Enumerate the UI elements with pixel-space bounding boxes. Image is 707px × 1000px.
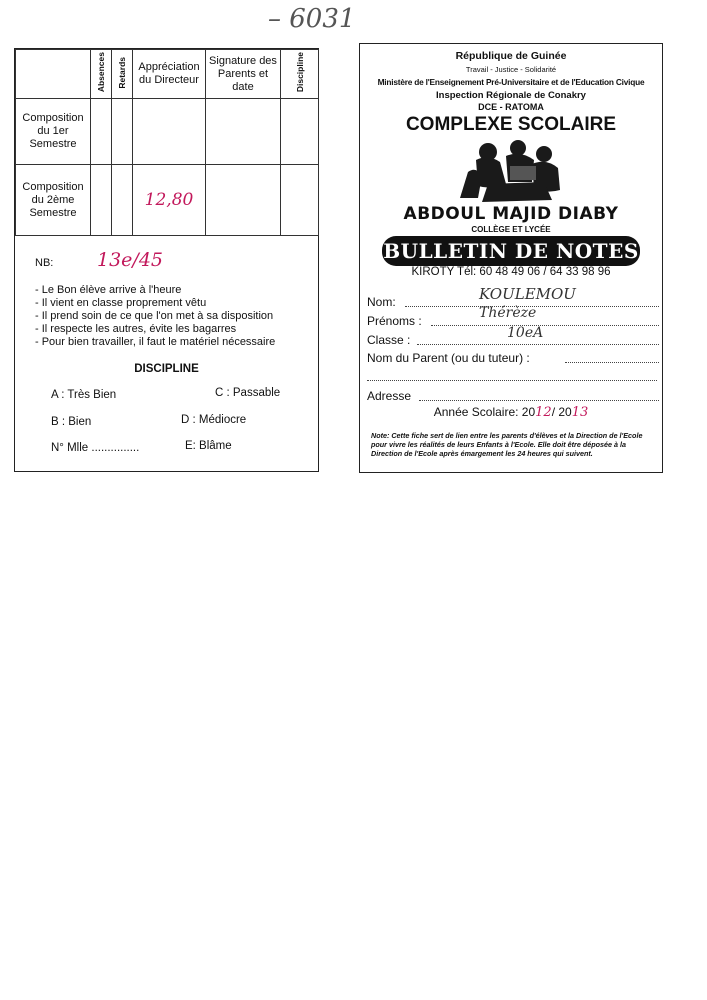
- cell: [91, 165, 112, 236]
- republic-header: République de Guinée: [455, 50, 567, 62]
- rules-list: [35, 284, 275, 349]
- nb-value: 13e/45: [97, 249, 163, 271]
- annee-scolaire: [360, 405, 662, 420]
- grade-b: B : Bien: [51, 416, 92, 428]
- grades-table: [15, 49, 319, 236]
- number-value: 6031: [289, 4, 356, 34]
- classe-label: Classe :: [367, 333, 411, 347]
- left-card: [14, 48, 319, 472]
- nom-value: KOULEMOU: [479, 285, 576, 303]
- classe-value: 10eA: [507, 325, 544, 341]
- handwritten-number: [268, 4, 355, 34]
- number-prefix-mark: –: [268, 4, 290, 34]
- cell: [281, 165, 319, 236]
- appreciation-cell: 12,80: [133, 165, 206, 236]
- note-text: Note: Cette fiche sert de lien entre les parents d'élèves et la Direction de l'Ecole pour vivre les réalités de leurs Enfants à l'Ecole. Elle doit être déposée à la Direction de l'Ecole après émargement les 24 heures qui suivent.: [371, 431, 643, 458]
- field-adresse: [367, 387, 657, 405]
- school-subtitle: COLLÈGE ET LYCÉE: [471, 225, 551, 234]
- prenoms-line: [431, 325, 659, 326]
- rule-item: - Le Bon élève arrive à l'heure: [35, 284, 182, 296]
- nom-label: Nom:: [367, 295, 396, 309]
- table-row: [16, 165, 319, 236]
- row-label: Composition du 2ème Semestre: [16, 165, 91, 236]
- header-signature: Signature des Parents et date: [206, 50, 281, 99]
- cell: [112, 99, 133, 165]
- school-name: ABDOUL MAJID DIABY: [403, 204, 619, 224]
- discipline-title: DISCIPLINE: [134, 363, 199, 375]
- rule-item: - Il prend soin de ce que l'on met à sa disposition: [35, 310, 274, 322]
- ministry: Ministère de l'Enseignement Pré-Universitaire et de l'Education Civique: [377, 77, 645, 87]
- bulletin-title: BULLETIN DE NOTES: [382, 236, 640, 266]
- adresse-line: [419, 400, 659, 401]
- annee-label: Année Scolaire: 20: [433, 405, 536, 419]
- cell: [112, 165, 133, 236]
- school-logo-icon: [448, 136, 578, 204]
- adresse-label: Adresse: [367, 389, 412, 403]
- field-parent: [367, 349, 657, 367]
- grade-d: D : Médiocre: [181, 414, 247, 426]
- field-classe: [367, 325, 657, 349]
- nb-line: [35, 257, 53, 269]
- grade-a: A : Très Bien: [51, 389, 117, 401]
- annee-year2: 13: [571, 405, 589, 420]
- rule-item: - Il respecte les autres, évite les bagarres: [35, 323, 237, 335]
- header-empty: [16, 50, 91, 99]
- prenoms-label: Prénoms :: [367, 314, 422, 328]
- cell: [91, 99, 112, 165]
- table-header-row: [16, 50, 319, 99]
- header-absences: Absences: [91, 50, 112, 99]
- grade-e: E: Blâme: [185, 440, 232, 452]
- student-number: N° Mlle ...............: [51, 442, 140, 454]
- annee-separator: / 20: [551, 405, 572, 419]
- rule-item: - Pour bien travailler, il faut le matériel nécessaire: [35, 336, 276, 348]
- grade-c: C : Passable: [215, 387, 281, 399]
- right-card: [359, 43, 663, 473]
- header-discipline: Discipline: [281, 50, 319, 99]
- appreciation-cell: [133, 99, 206, 165]
- row-label: Composition du 1er Semestre: [16, 99, 91, 165]
- nb-label: NB:: [35, 257, 54, 269]
- cell: [281, 99, 319, 165]
- dce: DCE - RATOMA: [478, 102, 544, 112]
- parent-line-2: [367, 380, 657, 381]
- header-appreciation: Appréciation du Directeur: [133, 50, 206, 99]
- prenoms-value: Thérèze: [479, 305, 537, 321]
- rule-item: - Il vient en classe proprement vêtu: [35, 297, 207, 309]
- inspection: Inspection Régionale de Conakry: [436, 90, 586, 101]
- school-type: COMPLEXE SCOLAIRE: [405, 114, 617, 135]
- parent-label: Nom du Parent (ou du tuteur) :: [367, 351, 530, 365]
- cell: [206, 165, 281, 236]
- parent-line: [565, 362, 659, 363]
- header-retards: Retards: [112, 50, 133, 99]
- table-row: [16, 99, 319, 165]
- motto: Travail - Justice - Solidarité: [465, 65, 557, 74]
- cell: [206, 99, 281, 165]
- contact-info: KIROTY Tél: 60 48 49 06 / 64 33 98 96: [411, 266, 611, 278]
- annee-year1: 12: [535, 405, 552, 420]
- classe-line: [417, 344, 659, 345]
